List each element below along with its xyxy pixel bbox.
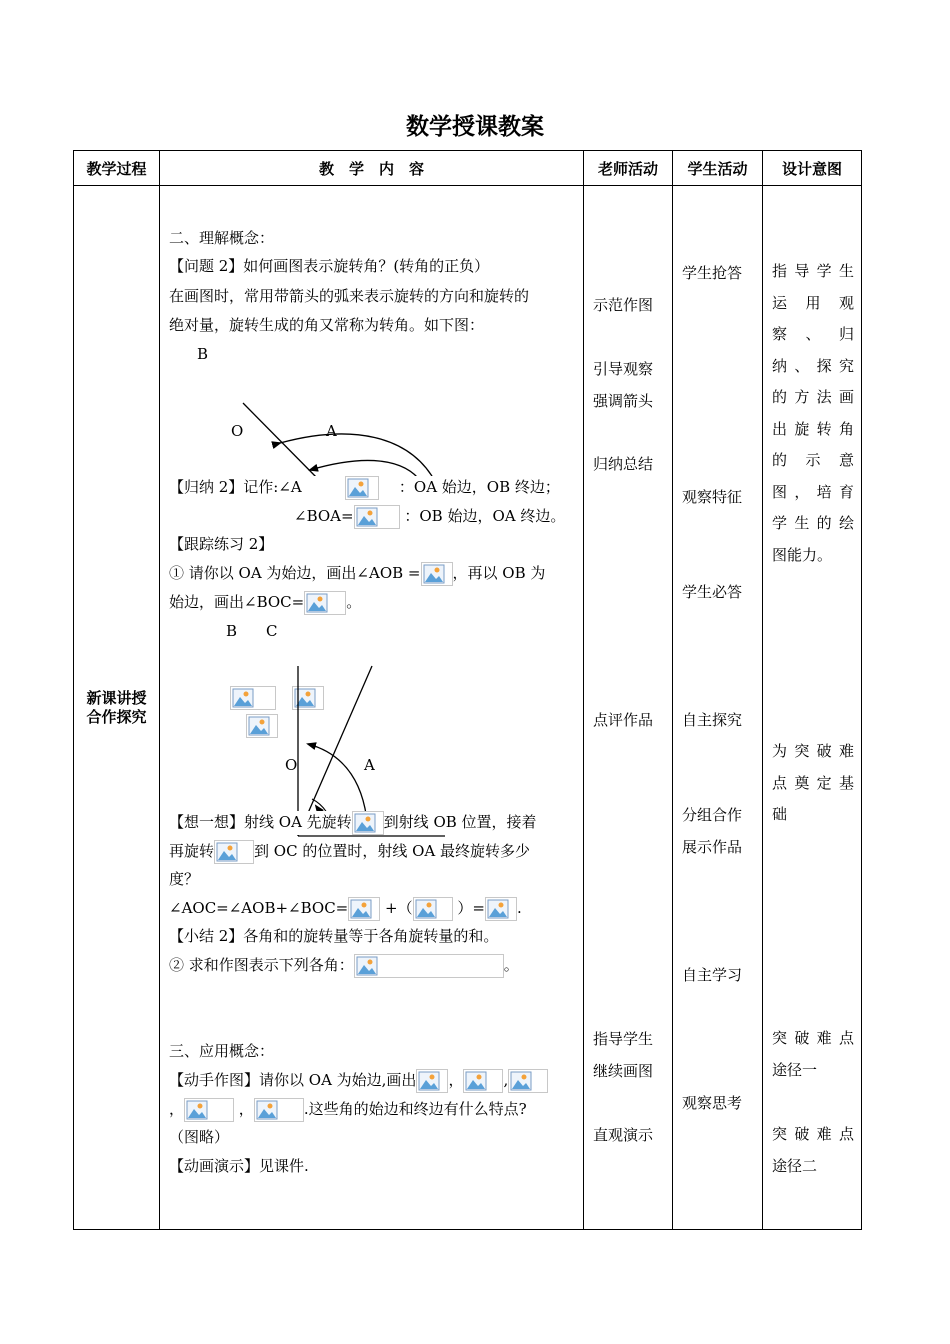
equation-line [169,897,522,921]
figure2-label-b: B [226,622,238,640]
design-line: 学生的绘 [772,514,854,532]
formula-image [304,591,346,615]
student-activity-item: 学生抢答 [682,264,743,282]
design-line: 途径二 [772,1156,818,1175]
text: 。 [346,593,362,611]
paragraph-line: 在画图时，常用带箭头的弧来表示旋转的方向和旋转的 [169,287,530,305]
text: 到 OC 的位置时，射线 OA 最终旋转多少 [254,842,530,860]
formula-image [463,1069,503,1093]
draw-line1 [169,1069,548,1093]
text: ， [169,1100,185,1118]
design-line: 运用观 [772,293,854,312]
student-activity-item: 学生必答 [682,583,743,601]
design-intent-block [772,1119,854,1182]
teacher-activity-item: 归纳总结 [593,455,654,473]
text: ① 请你以 OA 为始边，画出∠AOB = [169,564,421,582]
table-row [74,186,862,1230]
text: 【归纳 2】记作:∠A [169,478,302,496]
formula-image [485,897,517,921]
formula-image [348,897,380,921]
text: 【动手作图】请你以 OA 为始边,画出 [169,1071,417,1089]
design-line: 图，培育 [772,482,854,501]
formula-image [413,897,453,921]
header-process: 教学过程 [74,151,160,186]
formula-image [352,811,384,835]
design-line: 途径一 [772,1060,818,1079]
design-intent-block [772,256,854,571]
design-line: 点奠定基 [772,773,854,792]
text: ：OB 始边，OA 终边。 [404,507,566,525]
header-content: 教 学 内 容 [160,151,584,186]
rotation-figure-1 [160,186,584,516]
text: 再旋转 [169,842,215,860]
student-activity-item: 展示作品 [682,838,743,856]
figure2-label-a: A [364,756,375,774]
design-line: 指导学生 [772,262,854,280]
question-2: 【问题 2】如何画图表示旋转角？(转角的正负） [169,257,490,275]
text: ∠BOA= [294,507,354,525]
section-heading-2: 二、理解概念： [169,229,275,247]
design-line: 的方法画 [772,388,854,406]
student-activity-cell [673,186,763,1230]
text: ）= [457,899,485,917]
design-line: 突破难点 [772,1125,854,1143]
figure1-label-o: O [231,422,244,440]
student-activity-item: 分组合作 [682,806,743,824]
summary-2-line2 [294,505,565,529]
formula-image [214,840,254,864]
text: +（ [385,899,413,917]
text: ② 求和作图表示下列各角： [169,956,354,974]
design-line: 突破难点 [772,1029,854,1047]
teacher-activity-cell [584,186,673,1230]
formula-image [508,1069,548,1093]
content-cell [160,186,584,1230]
design-line: 为突破难 [772,742,854,760]
teacher-activity-item: 点评作品 [593,711,654,729]
draw-line2 [169,1098,527,1122]
exercise-2-line1 [169,562,545,586]
exercise-2: 【跟踪练习 2】 [169,535,274,553]
text: ， [448,1071,464,1089]
teacher-activity-item: 强调箭头 [593,392,654,410]
design-intent-block [772,736,854,831]
process-label: 新课讲授 [86,688,147,707]
figure1-label-a: A [326,422,337,440]
figure-omitted-note: （图略） [169,1128,230,1146]
design-intent-block [772,1023,854,1086]
text: . [516,899,522,917]
text: ， [238,1100,254,1118]
process-label: 合作探究 [86,707,147,726]
text: ，再以 OB 为 [452,564,546,582]
animation-note: 【动画演示】见课件. [169,1157,309,1175]
text: ∠AOC=∠AOB+∠BOC= [169,899,349,917]
lesson-plan-table [73,150,862,1230]
formula-image [184,1098,234,1122]
text: 始边，画出∠BOC= [169,593,305,611]
teacher-activity-item: 示范作图 [593,296,654,314]
section-heading-3: 三、应用概念： [169,1042,275,1060]
student-activity-item: 观察特征 [682,488,743,506]
teacher-activity-item: 指导学生 [593,1030,654,1048]
text: ：OA 始边，OB 终边； [398,478,560,496]
figure1-label-b: B [197,345,209,363]
design-intent-cell [763,186,862,1230]
text: 【想一想】射线 OA 先旋转 [169,813,352,831]
formula-image [416,1069,448,1093]
header-teacher: 老师活动 [584,151,673,186]
paragraph-line: 绝对量，旋转生成的角又常称为转角。如下图： [169,316,485,334]
teacher-activity-item: 引导观察 [593,360,654,378]
figure2-label-o: O [285,756,298,774]
design-line: 察、归 [772,325,854,343]
page-title: 数学授课教案 [406,114,544,140]
header-design: 设计意图 [763,151,862,186]
design-line: 图能力。 [772,545,833,564]
design-line: 础 [772,805,788,823]
conclusion-2: 【小结 2】各角和的旋转量等于各角旋转量的和。 [169,927,499,945]
table-header-row [74,151,862,186]
text: 到射线 OB 位置，接着 [383,813,537,831]
think-line2 [169,840,530,864]
design-line: 的示意 [772,451,854,469]
design-line: 纳、探究 [772,356,854,375]
formula-image [421,562,453,586]
process-cell [74,186,160,1230]
formula-image [354,505,400,529]
think-line1 [169,811,537,835]
text: 。 [503,956,519,974]
formula-image [345,476,379,500]
text: , [503,1071,509,1089]
formula-image [354,954,504,978]
teacher-activity-item: 继续画图 [593,1062,654,1080]
think-line3: 度？ [169,870,200,888]
header-student: 学生活动 [673,151,763,186]
student-activity-item: 自主探究 [682,711,743,729]
student-activity-item: 观察思考 [682,1094,743,1112]
exercise-2-line2 [169,591,361,615]
design-line: 出旋转角 [772,419,854,438]
student-activity-item: 自主学习 [682,966,743,984]
summary-2-line1 [169,476,560,500]
task-2-line [169,954,519,978]
figure2-label-c: C [266,622,278,640]
formula-image [254,1098,304,1122]
teacher-activity-item: 直观演示 [593,1126,654,1144]
text: .这些角的始边和终边有什么特点? [303,1100,527,1118]
